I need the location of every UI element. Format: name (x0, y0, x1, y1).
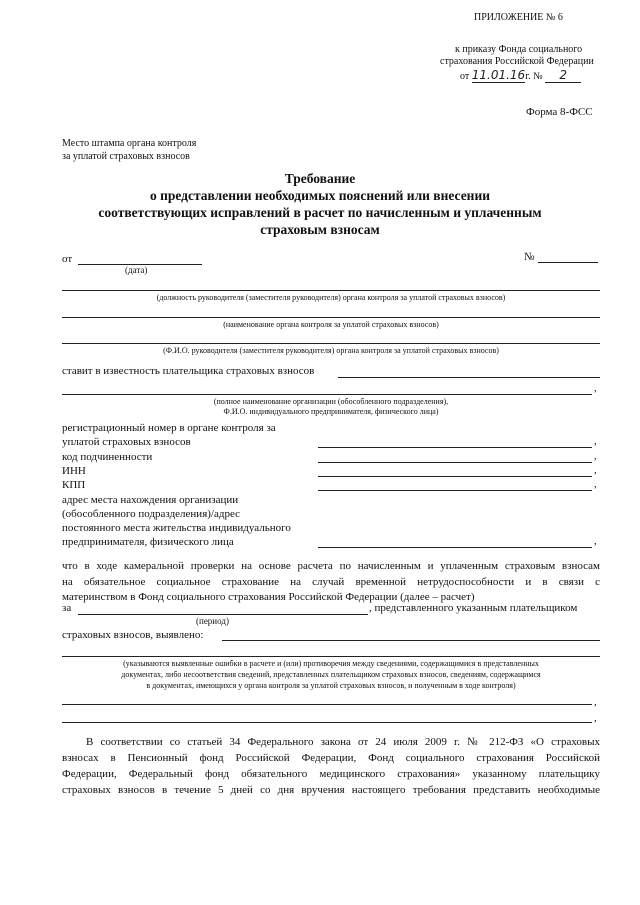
appendix-label: ПРИЛОЖЕНИЕ № 6 (474, 12, 563, 23)
law-para-line-4: страховых взносов в течение 5 дней со дня вручения настоящего требования представить необходимые (62, 784, 600, 796)
payer-name-line-1 (338, 377, 600, 378)
errors-line-1 (222, 640, 600, 641)
document-title: Требование (284, 171, 356, 186)
payer-name-hint-1: (полное наименование организации (обособленного подразделения), (213, 397, 449, 406)
errors-comma-2: , (594, 712, 597, 724)
period-for-label: за (62, 602, 72, 614)
payer-name-line-2 (62, 394, 592, 395)
address-label-2: (обособленного подразделения)/адрес (62, 508, 240, 520)
authority-name-line (62, 317, 600, 318)
address-label-3: постоянного места жительства индивидуального (62, 522, 291, 534)
subordination-code-comma: , (594, 450, 597, 462)
inn-label: ИНН (62, 465, 86, 477)
document-title-line-3: соответствующих исправлений в расчет по начисленным и уплаченным (98, 205, 542, 220)
errors-line-2 (62, 656, 600, 657)
payer-name-comma: , (594, 382, 597, 394)
period-hint: (период) (196, 616, 229, 626)
number-label: № (524, 251, 535, 263)
address-label-1: адрес места нахождения организации (62, 494, 239, 506)
reg-number-label-2: уплатой страховых взносов (62, 436, 191, 448)
date-hint: (дата) (125, 265, 148, 275)
order-line-2: страхования Российской Федерации (440, 56, 594, 67)
reg-number-label-1: регистрационный номер в органе контроля за (62, 422, 276, 434)
stamp-place-line-2: за уплатой страховых взносов (62, 151, 190, 162)
reg-number-line (318, 447, 592, 448)
address-comma: , (594, 535, 597, 547)
errors-line-4 (62, 722, 592, 723)
inn-line (318, 476, 592, 477)
presented-text: , представленного указанным плательщиком (369, 602, 578, 614)
head-position-line (62, 290, 600, 291)
from-label: от (62, 253, 73, 265)
subordination-code-label: код подчиненности (62, 451, 153, 463)
authority-name-hint: (наименование органа контроля за уплатой страховых взносов) (223, 320, 439, 329)
kpp-line (318, 490, 592, 491)
law-para-line-3: Федерации, Федеральный фонд обязательного медицинского страхования» указанному плательщику (62, 768, 600, 780)
kpp-label: КПП (62, 479, 86, 491)
check-para-line-2: на обязательное социальное страхование на случай временной нетрудоспособности и в связи с (62, 576, 600, 588)
inn-comma: , (594, 464, 597, 476)
document-title-line-2: о представлении необходимых пояснений или внесении (149, 188, 491, 203)
revealed-text: страховых взносов, выявлено: (62, 629, 204, 641)
form-code: Форма 8-ФСС (526, 106, 593, 118)
law-para-line-2: взносах в Пенсионный фонд Российской Федерации, Фонд социального страхования Российской (62, 752, 600, 764)
order-line-1: к приказу Фонда социального (455, 44, 583, 55)
stamp-place-line-1: Место штампа органа контроля (62, 138, 197, 149)
order-number-value: 2 (545, 68, 581, 83)
law-para-line-1: В соответствии со статьей 34 Федерального закона от 24 июля 2009 г. № 212-ФЗ «О страховых (86, 736, 600, 748)
notify-text: ставит в известность плательщика страховых взносов (62, 365, 315, 377)
address-line (318, 547, 592, 548)
errors-comma-1: , (594, 696, 597, 708)
errors-hint-3: в документах, имеющихся у органа контроля за уплатой страховых взносов, и полученным в ходе контроля) (146, 681, 516, 690)
order-number-prefix: г. № (525, 71, 543, 82)
head-name-hint: (Ф.И.О. руководителя (заместителя руководителя) органа контроля за уплатой страховых взносов) (163, 346, 499, 355)
errors-hint-1: (указываются выявленные ошибки в расчете и (или) противоречия между сведениями, содержащимися в представленных (123, 659, 539, 668)
reg-number-comma: , (594, 435, 597, 447)
payer-name-hint-2: Ф.И.О. индивидуального предпринимателя, физического лица) (223, 407, 439, 416)
check-para-line-3: материнством в Фонд социального страхования Российской Федерации (далее – расчет) (62, 591, 475, 603)
period-line (78, 614, 368, 615)
order-date-value: 11.01.16 (471, 68, 526, 82)
head-position-hint: (должность руководителя (заместителя руководителя) органа контроля за уплатой страховых взносов) (156, 293, 506, 302)
subordination-code-line (318, 462, 592, 463)
kpp-comma: , (594, 478, 597, 490)
errors-line-3 (62, 704, 592, 705)
errors-hint-2: документах, либо несоответствия сведений, представленных плательщиком страховых взносов, сведениям, содержащимся (121, 670, 541, 679)
order-date-row (460, 68, 581, 83)
address-label-4: предпринимателя, физического лица (62, 536, 234, 548)
head-name-line (62, 343, 600, 344)
order-date-prefix: от (460, 71, 470, 82)
document-title-line-4: страховым взносам (260, 222, 380, 237)
number-line (538, 262, 598, 263)
check-para-line-1: что в ходе камеральной проверки на основе расчета по начисленным и уплаченным страховым взносам (62, 560, 600, 572)
